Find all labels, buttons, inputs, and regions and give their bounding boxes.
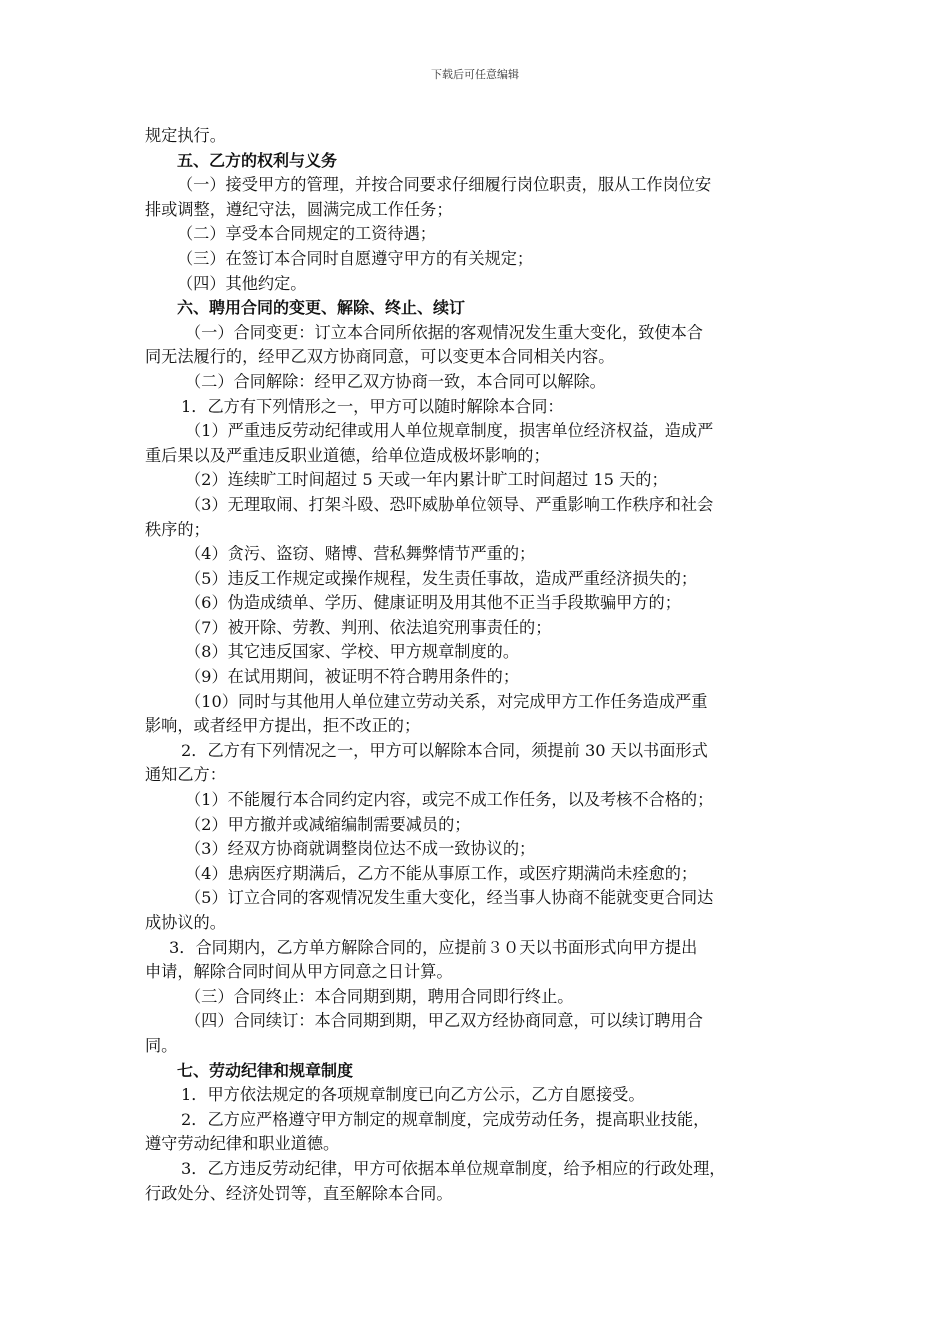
- text-line: 行政处分、经济处罚等，直至解除本合同。: [145, 1183, 453, 1203]
- text-line: 3．乙方违反劳动纪律，甲方可依据本单位规章制度，给予相应的行政处理，: [181, 1158, 726, 1178]
- text-line: （8）其它违反国家、学校、甲方规章制度的。: [185, 642, 520, 662]
- text-line: 影响，或者经甲方提出，拒不改正的；: [145, 716, 421, 736]
- text-line: （5）订立合同的客观情况发生重大变化，经当事人协商不能就变更合同达: [185, 888, 714, 908]
- text-line: （四）其他约定。: [177, 273, 307, 293]
- text-line: 2．乙方有下列情况之一，甲方可以解除本合同，须提前 30 天以书面形式: [181, 740, 708, 760]
- text-line: 2．乙方应严格遵守甲方制定的规章制度，完成劳动任务，提高职业技能，: [181, 1109, 710, 1129]
- text-line: （4）贪污、盗窃、赌博、营私舞弊情节严重的；: [185, 544, 536, 564]
- text-line: 规定执行。: [145, 126, 226, 145]
- text-line: （3）无理取闹、打架斗殴、恐吓威胁单位领导、严重影响工作秩序和社会: [185, 494, 714, 514]
- section-heading: 七、劳动纪律和规章制度: [177, 1060, 354, 1080]
- text-line: 通知乙方：: [145, 765, 226, 785]
- text-line: （9）在试用期间，被证明不符合聘用条件的；: [185, 667, 520, 687]
- text-line: （二）合同解除：经甲乙双方协商一致，本合同可以解除。: [185, 371, 606, 391]
- text-line: （一）接受甲方的管理，并按合同要求仔细履行岗位职责，服从工作岗位安: [177, 175, 712, 195]
- text-line: （6）伪造成绩单、学历、健康证明及用其他不正当手段欺骗甲方的；: [185, 593, 681, 613]
- text-line: 1．甲方依法规定的各项规章制度已向乙方公示，乙方自愿接受。: [181, 1085, 645, 1105]
- text-line: （4）患病医疗期满后，乙方不能从事原工作，或医疗期满尚未痊愈的；: [185, 863, 698, 883]
- text-line: 成协议的。: [145, 913, 226, 932]
- text-line: （10）同时与其他用人单位建立劳动关系，对完成甲方工作任务造成严重: [185, 691, 708, 711]
- text-line: （四）合同续订：本合同期到期，甲乙双方经协商同意，可以续订聘用合: [185, 1011, 703, 1031]
- section-heading: 六、聘用合同的变更、解除、终止、续订: [177, 298, 466, 318]
- text-line: （1）严重违反劳动纪律或用人单位规章制度，损害单位经济权益，造成严: [185, 421, 714, 441]
- text-line: 同。: [145, 1035, 178, 1055]
- text-line: 秩序的；: [145, 519, 210, 539]
- section-heading: 五、乙方的权利与义务: [177, 150, 338, 170]
- text-line: （二）享受本合同规定的工资待遇；: [177, 224, 436, 244]
- text-line: 3．合同期内，乙方单方解除合同的，应提前３０天以书面形式向甲方提出: [169, 937, 698, 957]
- text-line: 同无法履行的，经甲乙双方协商同意，可以变更本合同相关内容。: [145, 347, 615, 367]
- text-line: （5）违反工作规定或操作规程，发生责任事故，造成严重经济损失的；: [185, 568, 698, 588]
- text-line: 排或调整，遵纪守法，圆满完成工作任务；: [145, 199, 453, 219]
- page-header: 下载后可任意编辑: [431, 68, 519, 81]
- text-line: （一）合同变更：订立本合同所依据的客观情况发生重大变化，致使本合: [185, 322, 703, 342]
- text-line: 遵守劳动纪律和职业道德。: [145, 1134, 340, 1154]
- text-line: （2）甲方撤并或减缩编制需要减员的；: [185, 814, 471, 834]
- text-line: 重后果以及严重违反职业道德，给单位造成极坏影响的；: [145, 445, 550, 465]
- text-line: （三）合同终止：本合同期到期，聘用合同即行终止。: [185, 986, 574, 1006]
- text-line: （1）不能履行本合同约定内容，或完不成工作任务，以及考核不合格的；: [185, 790, 714, 810]
- text-line: （7）被开除、劳教、判刑、依法追究刑事责任的；: [185, 617, 552, 637]
- text-line: （三）在签订本合同时自愿遵守甲方的有关规定；: [177, 248, 534, 268]
- text-line: （2）连续旷工时间超过 5 天或一年内累计旷工时间超过 15 天的；: [185, 470, 668, 490]
- text-line: 1．乙方有下列情形之一，甲方可以随时解除本合同：: [181, 396, 564, 416]
- text-line: 申请，解除合同时间从甲方同意之日计算。: [145, 962, 453, 982]
- document-body: [145, 124, 810, 1206]
- text-line: （3）经双方协商就调整岗位达不成一致协议的；: [185, 839, 536, 859]
